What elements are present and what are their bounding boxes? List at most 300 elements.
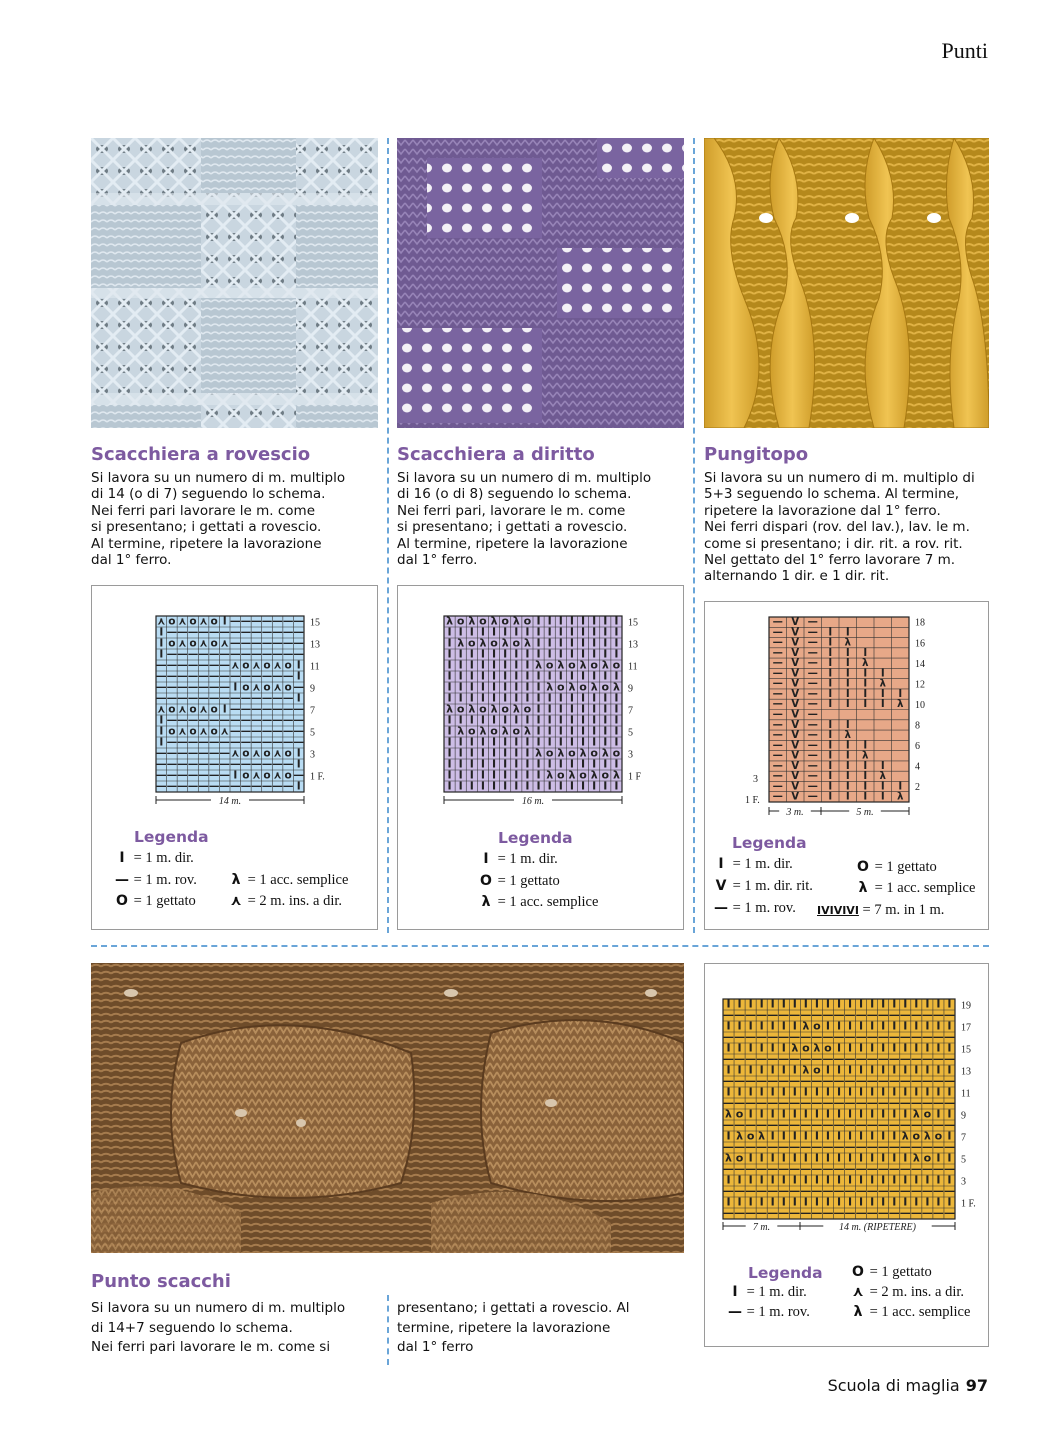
chart-stitch-symbol: I [903, 1195, 908, 1209]
chart-box-pungitopo [704, 601, 989, 930]
chart-stitch-symbol: I [863, 698, 868, 711]
chart-stitch-symbol: V [791, 646, 800, 659]
chart-stitch-symbol: I [836, 1063, 842, 1077]
chart-stitch-symbol: I [296, 780, 301, 793]
chart-stitch-symbol: I [558, 735, 563, 749]
chart-stitch-symbol: — [778, 1206, 790, 1220]
chart-stitch-symbol: — [772, 616, 783, 629]
chart-stitch-symbol: — [723, 1008, 735, 1022]
chart-stitch-symbol: — [272, 626, 283, 639]
chart-stitch-symbol: I [947, 1107, 952, 1121]
chart-stitch-symbol: o [456, 614, 465, 628]
chart-stitch-symbol: — [807, 698, 818, 711]
chart-stitch-symbol: — [822, 1052, 834, 1066]
chart-stitch-symbol: I [547, 636, 552, 650]
chart-stitch-symbol: I [547, 757, 552, 771]
chart-stitch-symbol: λ [457, 724, 465, 738]
chart-stitch-symbol: λ [813, 1041, 821, 1055]
chart-stitch-symbol: I [492, 735, 497, 749]
chart-stitch-symbol: I [903, 997, 908, 1011]
chart-stitch-symbol: I [469, 757, 474, 771]
chart-stitch-symbol: I [814, 1107, 819, 1121]
chart-stitch-symbol: I [848, 1129, 853, 1143]
chart-stitch-symbol: o [512, 724, 521, 738]
chart-stitch-symbol: o [242, 769, 250, 782]
chart-stitch-symbol: — [772, 749, 783, 762]
chart-row-label: 1 F [628, 771, 642, 783]
chart-stitch-symbol: I [458, 647, 463, 661]
chart-stitch-symbol: — [187, 747, 199, 760]
chart-stitch-symbol: I [581, 757, 586, 771]
chart-stitch-symbol: — [855, 1162, 867, 1176]
chart-stitch-symbol: I [892, 1173, 897, 1187]
chart-stitch-symbol: I [770, 1019, 775, 1033]
chart-stitch-symbol: ⋏ [230, 659, 240, 672]
chart-stitch-symbol: — [778, 1030, 790, 1044]
chart-stitch-symbol: o [523, 702, 532, 716]
chart-stitch-symbol: I [759, 1041, 764, 1055]
chart-stitch-symbol: — [723, 1096, 735, 1110]
chart-stitch-symbol: I [881, 1107, 886, 1121]
chart-stitch-symbol: — [208, 681, 220, 694]
chart-stitch-symbol: I [936, 997, 941, 1011]
chart-stitch-symbol: — [822, 1206, 834, 1220]
chart-stitch-symbol: — [921, 1206, 933, 1220]
chart-stitch-symbol: λ [879, 677, 886, 690]
chart-stitch-symbol: — [778, 1140, 790, 1154]
chart-stitch-symbol: I [828, 646, 833, 659]
chart-stitch-symbol: ⋏ [252, 769, 261, 782]
chart-stitch-symbol: o [501, 614, 509, 628]
chart-stitch-symbol: — [921, 1052, 933, 1066]
chart-row-label: 14 [915, 658, 925, 670]
chart-stitch-symbol: I [770, 1085, 775, 1099]
chart-stitch-symbol: I [814, 997, 819, 1011]
chart-stitch-symbol: — [767, 1206, 779, 1220]
chart-stitch-symbol: I [547, 724, 552, 738]
chart-stitch-symbol: — [888, 1162, 900, 1176]
chart-stitch-symbol: I [825, 1107, 830, 1121]
chart-stitch-symbol: λ [590, 680, 598, 694]
legend-item: λ = 1 acc. semplice [228, 872, 348, 889]
swatch-photo-pungitopo [704, 138, 989, 428]
chart-stitch-symbol: — [877, 1162, 889, 1176]
chart-stitch-symbol: I [845, 687, 850, 700]
chart-stitch-symbol: — [921, 1008, 933, 1022]
chart-stitch-symbol: — [177, 626, 188, 639]
chart-stitch-symbol: — [855, 1206, 867, 1220]
chart-stitch-symbol: I [781, 1151, 786, 1165]
chart-stitch-symbol: I [581, 713, 586, 727]
chart-stitch-symbol: — [811, 1162, 823, 1176]
chart-stitch-symbol: I [814, 1173, 819, 1187]
chart-stitch-symbol: o [490, 636, 498, 650]
chart-stitch-symbol: I [737, 1063, 742, 1077]
chart-stitch-symbol: — [807, 729, 818, 742]
chart-stitch-symbol: ⋏ [156, 615, 166, 628]
chart-stitch-symbol: I [748, 1151, 753, 1165]
chart-stitch-symbol: λ [736, 1129, 744, 1143]
chart-stitch-symbol: I [536, 724, 541, 738]
chart-stitch-symbol: o [242, 659, 250, 672]
chart-stitch-symbol: o [168, 615, 176, 628]
chart-stitch-symbol: — [767, 1074, 779, 1088]
chart-stitch-symbol: o [490, 724, 498, 738]
legend-item: O = 1 gettato [855, 859, 937, 876]
chart-stitch-symbol: — [198, 747, 209, 760]
chart-stitch-symbol: — [219, 769, 230, 782]
chart-stitch-symbol: I [759, 1151, 764, 1165]
chart-stitch-symbol: — [800, 1118, 812, 1132]
chart-stitch-symbol: I [881, 1063, 886, 1077]
chart-stitch-symbol: — [240, 670, 252, 683]
chart-stitch-symbol: o [923, 1107, 932, 1121]
chart-stitch-symbol: — [943, 1162, 955, 1176]
yarn-over-symbol-icon: O [857, 859, 869, 875]
chart-row-label: 11 [961, 1088, 971, 1100]
chart-stitch-symbol: I [726, 1195, 731, 1209]
yarn-over-symbol-icon: O [852, 1264, 864, 1280]
chart-stitch-symbol: I [925, 1173, 930, 1187]
chart-stitch-symbol: I [592, 713, 597, 727]
chart-stitch-symbol: — [855, 1140, 867, 1154]
chart-stitch-symbol: — [943, 1052, 955, 1066]
chart-stitch-symbol: λ [546, 680, 554, 694]
chart-stitch-symbol: λ [501, 724, 509, 738]
chart-row-label: 17 [961, 1022, 971, 1034]
chart-stitch-symbol: — [251, 758, 262, 771]
chart-stitch-symbol: I [892, 1063, 897, 1077]
chart-row-label: 1 F. [745, 795, 760, 806]
chart-stitch-symbol: I [458, 625, 463, 639]
chart-stitch-symbol: — [822, 1030, 834, 1044]
chart-stitch-symbol: I [898, 780, 903, 793]
chart-stitch-symbol: — [198, 758, 209, 771]
chart-stitch-symbol: — [251, 714, 262, 727]
chart-stitch-symbol: I [828, 759, 833, 772]
chart-stitch-symbol: o [523, 614, 532, 628]
chart-stitch-symbol: I [233, 769, 238, 782]
yarn-over-symbol-icon: O [480, 873, 492, 889]
chart-stitch-symbol: — [240, 736, 252, 749]
chart-stitch-symbol: I [614, 625, 619, 639]
chart-stitch-symbol: o [590, 658, 598, 672]
chart-stitch-symbol: I [547, 735, 552, 749]
chart-stitch-symbol: — [800, 1184, 812, 1198]
chart-box-punto-scacchi [704, 963, 989, 1347]
chart-stitch-symbol: — [807, 657, 818, 670]
chart-stitch-symbol: I [558, 614, 563, 628]
chart-stitch-symbol: I [848, 1195, 853, 1209]
chart-stitch-symbol: I [569, 625, 574, 639]
chart-stitch-symbol: — [261, 648, 273, 661]
knit-symbol-icon: I [119, 850, 125, 866]
chart-stitch-symbol: o [284, 747, 292, 760]
chart-stitch-symbol: I [881, 1129, 886, 1143]
chart-stitch-symbol: I [159, 648, 164, 661]
chart-stitch-symbol: — [807, 626, 818, 639]
chart-stitch-symbol: — [208, 758, 220, 771]
chart-stitch-symbol: I [536, 735, 541, 749]
chart-stitch-symbol: λ [535, 658, 543, 672]
chart-stitch-symbol: — [888, 1008, 900, 1022]
chart-stitch-symbol: — [899, 1052, 911, 1066]
chart-stitch-symbol: I [947, 1063, 952, 1077]
chart-stitch-symbol: I [569, 647, 574, 661]
chart-stitch-symbol: λ [479, 724, 487, 738]
chart-row-label: 15 [310, 617, 320, 629]
chart-stitch-symbol: I [503, 691, 508, 705]
chart-stitch-symbol: I [614, 691, 619, 705]
chart-stitch-symbol: I [836, 1195, 842, 1209]
chart-stitch-symbol: — [293, 648, 304, 661]
chart-row-label: 11 [628, 661, 638, 673]
chart-stitch-symbol: I [836, 1041, 842, 1055]
chart-stitch-symbol: — [240, 692, 252, 705]
chart-stitch-symbol: I [603, 625, 608, 639]
chart-stitch-symbol: I [947, 1085, 952, 1099]
chart-stitch-symbol: ⋏ [252, 681, 261, 694]
chart-stitch-symbol: I [592, 779, 597, 793]
legend-title: Legenda [748, 1264, 823, 1282]
chart-stitch-symbol: — [932, 1206, 944, 1220]
chart-stitch-symbol: λ [457, 636, 465, 650]
chart-stitch-symbol: — [261, 703, 273, 716]
chart-stitch-symbol: — [230, 648, 241, 661]
chart-stitch-symbol: — [899, 1184, 911, 1198]
chart-stitch-symbol: — [899, 1140, 911, 1154]
chart-stitch-symbol: I [863, 739, 868, 752]
chart-stitch-symbol: I [845, 770, 850, 783]
chart-stitch-symbol: — [807, 759, 818, 772]
chart-stitch-symbol: — [156, 769, 167, 782]
chart-stitch-symbol: I [581, 647, 586, 661]
chart-stitch-symbol: — [166, 681, 178, 694]
chart-stitch-symbol: — [208, 769, 220, 782]
chart-stitch-symbol: — [198, 626, 209, 639]
chart-stitch-symbol: I [569, 702, 574, 716]
chart-stitch-symbol: I [845, 667, 850, 680]
chart-stitch-symbol: I [480, 713, 485, 727]
chart-stitch-symbol: — [187, 736, 199, 749]
chart-stitch-symbol: I [558, 647, 563, 661]
chart-stitch-symbol: — [230, 780, 241, 793]
chart-stitch-symbol: I [603, 713, 608, 727]
chart-stitch-symbol: I [536, 691, 541, 705]
chart-stitch-symbol: — [800, 1206, 812, 1220]
chart-stitch-symbol: I [781, 1041, 786, 1055]
chart-stitch-symbol: I [614, 669, 619, 683]
chart-stitch-symbol: I [726, 1041, 731, 1055]
chart-stitch-symbol: I [569, 757, 574, 771]
chart-stitch-symbol: — [822, 1096, 834, 1110]
chart-stitch-symbol: I [603, 735, 608, 749]
chart-stitch-symbol: I [447, 757, 452, 771]
chart-stitch-symbol: o [263, 681, 271, 694]
k2tog-symbol-icon: ⋏ [230, 893, 242, 909]
chart-stitch-symbol: I [569, 724, 574, 738]
chart-stitch-symbol: — [778, 1074, 790, 1088]
chart-stitch-symbol: λ [725, 1107, 733, 1121]
chart-stitch-symbol: — [187, 670, 199, 683]
chart-stitch-symbol: — [734, 1206, 746, 1220]
chart-stitch-symbol: — [261, 736, 273, 749]
stitch-description-scacchiera-rovescio: Si lavora su un numero di m. multiplo di 14 (o di 7) seguendo lo schema. Nei ferri pari lavorare le m. come si presentano; i gettati a rovescio. Al termine, ripetere la lavorazione dal 1° ferro. [91, 470, 346, 569]
chart-stitch-symbol: I [825, 1019, 830, 1033]
skp-symbol-icon: λ [481, 894, 491, 910]
chart-stitch-symbol: I [881, 1041, 886, 1055]
legend-item: ⋏ = 2 m. ins. a dir. [228, 893, 342, 910]
chart-stitch-symbol: — [807, 636, 818, 649]
chart-stitch-symbol: — [811, 1008, 823, 1022]
chart-stitch-symbol: I [781, 1019, 786, 1033]
chart-stitch-symbol: — [261, 692, 273, 705]
chart-stitch-symbol: — [932, 1030, 944, 1044]
chart-stitch-symbol: I [881, 1019, 886, 1033]
chart-stitch-symbol: — [807, 677, 818, 690]
stitch-description-punto-scacchi-col1: Si lavora su un numero di m. multiplo di 14+7 seguendo lo schema. Nei ferri pari lavorare le m. come si [91, 1300, 346, 1355]
chart-row-label: 13 [310, 639, 320, 651]
chart-stitch-symbol: — [932, 1074, 944, 1088]
chart-stitch-symbol: I [514, 658, 519, 672]
chart-stitch-symbol: — [910, 1206, 922, 1220]
chart-stitch-symbol: — [198, 714, 209, 727]
chart-stitch-symbol: I [592, 691, 597, 705]
chart-stitch-symbol: I [870, 1041, 875, 1055]
chart-stitch-symbol: — [833, 1030, 845, 1044]
chart-stitch-symbol: I [536, 625, 541, 639]
chart-stitch-symbol: λ [612, 768, 620, 782]
legend-item: I = 1 m. dir. [713, 856, 793, 873]
chart-stitch-symbol: I [614, 735, 619, 749]
chart-stitch-symbol: I [825, 1195, 830, 1209]
chart-row-label: 5 [628, 727, 633, 739]
chart-stitch-symbol: I [859, 997, 864, 1011]
chart-stitch-symbol: I [748, 1085, 753, 1099]
chart-stitch-symbol: — [198, 659, 209, 672]
legend-item: I = 1 m. dir. [478, 851, 558, 868]
chart-stitch-symbol: — [261, 780, 273, 793]
chart-row-label: 3 [753, 774, 758, 785]
chart-stitch-symbol: I [514, 757, 519, 771]
chart-stitch-symbol: I [759, 1019, 764, 1033]
chart-stitch-symbol: — [230, 615, 241, 628]
chart-stitch-symbol: — [772, 729, 783, 742]
chart-stitch-symbol: — [282, 637, 294, 650]
page-number: 97 [965, 1376, 988, 1395]
chart-stitch-symbol: — [198, 670, 209, 683]
chart-stitch-symbol: I [458, 768, 463, 782]
chart-stitch-symbol: I [536, 669, 541, 683]
chart-stitch-symbol: I [892, 1041, 897, 1055]
chart-stitch-symbol: I [925, 1195, 930, 1209]
chart-stitch-symbol: I [614, 636, 619, 650]
chart-stitch-symbol: — [833, 1206, 845, 1220]
chart-stitch-symbol: I [469, 746, 474, 760]
chart-stitch-symbol: — [833, 1118, 845, 1132]
chart-stitch-symbol: ⋏ [199, 637, 208, 650]
chart-stitch-symbol: — [943, 1074, 955, 1088]
chart-stitch-symbol: — [156, 692, 167, 705]
chart-stitch-symbol: — [208, 747, 220, 760]
chart-stitch-symbol: — [240, 780, 252, 793]
chart-stitch-symbol: I [592, 636, 597, 650]
chart-stitch-symbol: — [293, 615, 304, 628]
chart-stitch-symbol: I [903, 1063, 908, 1077]
chart-stitch-symbol: — [866, 1052, 878, 1066]
twisted-knit-symbol-icon: V [715, 878, 727, 894]
chart-stitch-symbol: — [844, 1074, 856, 1088]
chart-stitch-symbol: I [581, 636, 586, 650]
chart-stitch-symbol: o [824, 1041, 832, 1055]
chart-stitch-symbol: V [791, 687, 800, 700]
chart-stitch-symbol: I [581, 669, 586, 683]
chart-stitch-symbol: I [536, 614, 541, 628]
chart-stitch-symbol: — [293, 736, 304, 749]
chart-stitch-symbol: I [447, 768, 452, 782]
chart-stitch-symbol: — [943, 1206, 955, 1220]
chart-stitch-symbol: I [925, 997, 930, 1011]
chart-stitch-symbol: I [936, 1063, 941, 1077]
chart-stitch-symbol: — [877, 1184, 889, 1198]
chart-stitch-symbol: — [272, 615, 283, 628]
chart-stitch-symbol: — [932, 1008, 944, 1022]
chart-stitch-symbol: I [848, 1063, 853, 1077]
chart-stitch-symbol: — [833, 1008, 845, 1022]
chart-stitch-symbol: I [880, 687, 885, 700]
chart-stitch-symbol: — [156, 659, 167, 672]
column-divider [693, 138, 695, 933]
chart-stitch-symbol: I [503, 757, 508, 771]
chart-stitch-symbol: I [936, 1195, 941, 1209]
chart-stitch-symbol: — [772, 677, 783, 690]
chart-stitch-symbol: I [603, 636, 608, 650]
column-divider [387, 138, 389, 933]
chart-stitch-symbol: I [859, 1063, 864, 1077]
chart-stitch-symbol: — [745, 1030, 757, 1044]
chart-stitch-symbol: o [545, 658, 554, 672]
chart-stitch-symbol: I [603, 647, 608, 661]
chart-stitch-symbol: — [789, 1140, 801, 1154]
chart-stitch-symbol: I [870, 997, 875, 1011]
chart-stitch-symbol: I [759, 1173, 764, 1187]
chart-stitch-symbol: λ [468, 614, 476, 628]
chart-stitch-symbol: I [880, 759, 885, 772]
chart-stitch-symbol: o [512, 636, 521, 650]
chart-stitch-symbol: I [503, 625, 508, 639]
chart-stitch-symbol: λ [446, 702, 454, 716]
chart-stitch-symbol: λ [802, 1063, 810, 1077]
chart-stitch-symbol: V [791, 739, 800, 752]
chart-stitch-symbol: — [866, 1118, 878, 1132]
chart-row-label: 7 [961, 1132, 966, 1144]
chart-stitch-symbol: — [251, 692, 262, 705]
chart-stitch-symbol: I [845, 739, 850, 752]
chart-stitch-symbol: o [210, 703, 218, 716]
chart-stitch-symbol: I [514, 691, 519, 705]
chart-stitch-symbol: I [480, 647, 485, 661]
legend-item: λ = 1 acc. semplice [855, 880, 975, 897]
chart-stitch-symbol: I [581, 614, 586, 628]
chart-stitch-symbol: I [880, 698, 885, 711]
chart-stitch-symbol: λ [557, 746, 565, 760]
chart-stitch-symbol: λ [802, 1019, 810, 1033]
chart-stitch-symbol: I [469, 625, 474, 639]
chart-stitch-symbol: — [251, 703, 262, 716]
chart-stitch-symbol: — [261, 758, 273, 771]
chart-stitch-symbol: — [293, 681, 304, 694]
skp-symbol-icon: λ [853, 1304, 863, 1320]
